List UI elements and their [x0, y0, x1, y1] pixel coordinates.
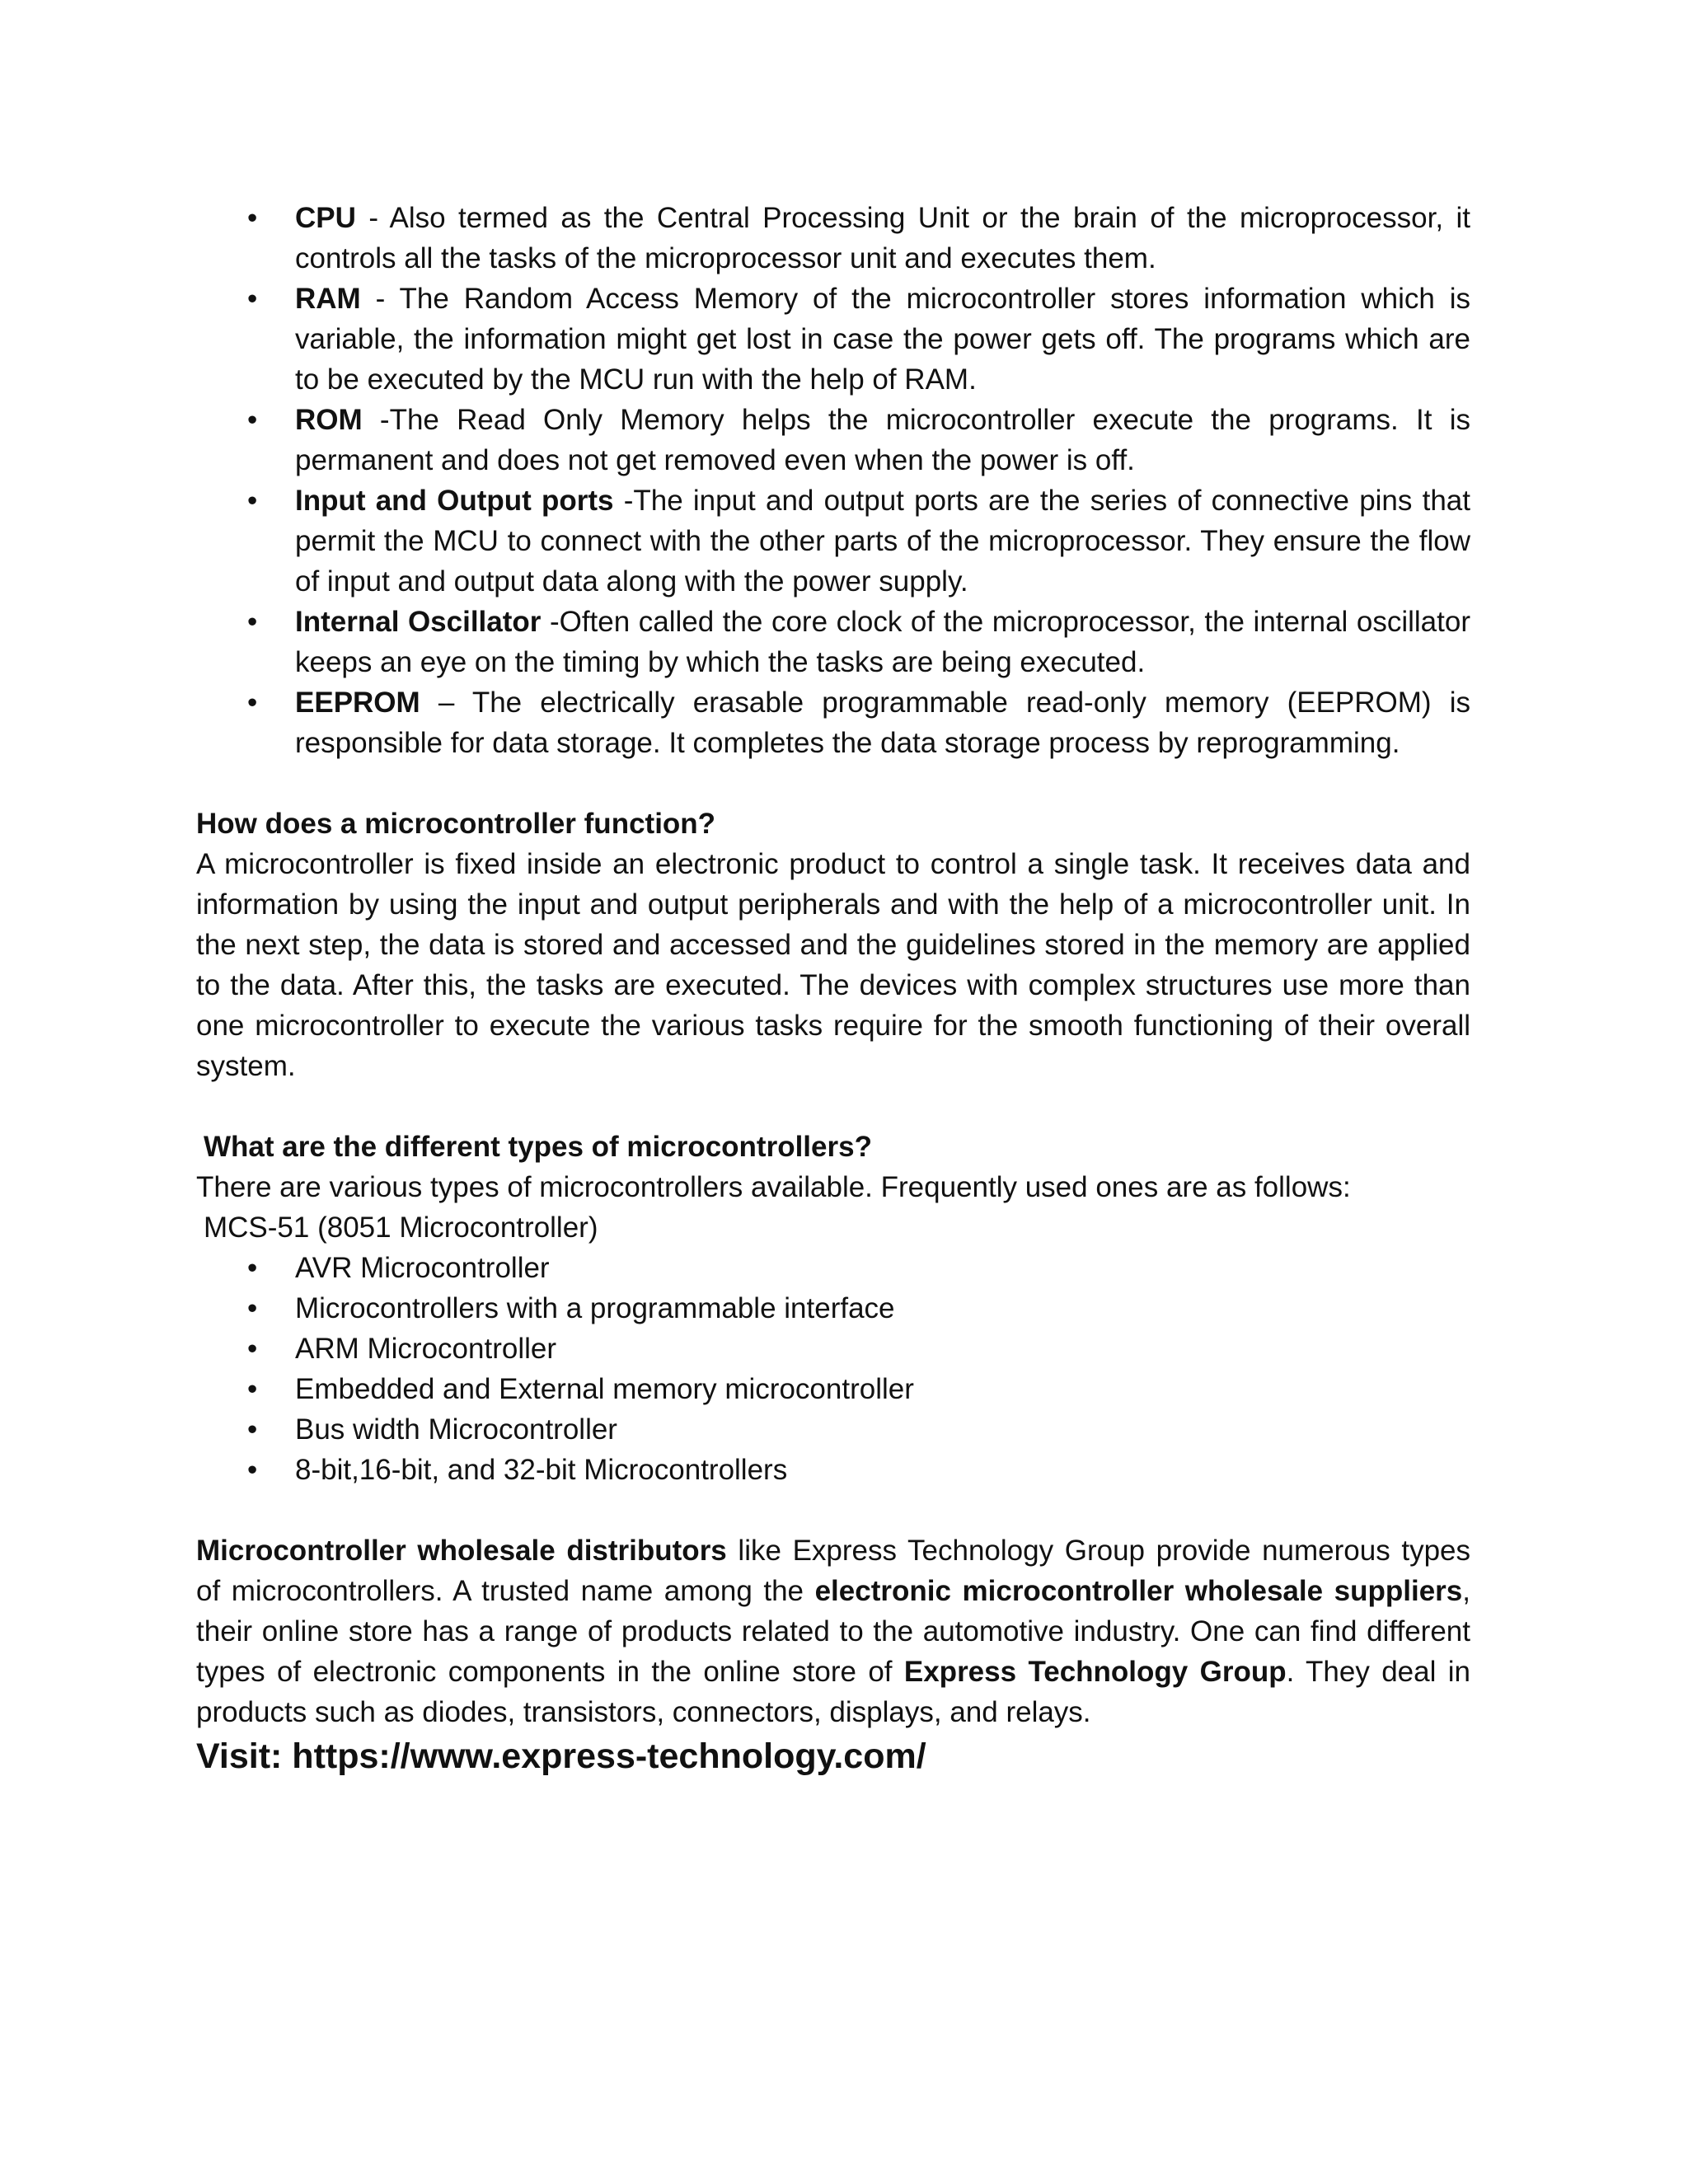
term-description: The input and output ports are the series of connective pins that permit the MCU to connect with the other parts of the microprocessor. They ensure the flow of input and output data along with the power supply.	[295, 485, 1470, 598]
list-item: • Internal Oscillator -Often called the core clock of the microprocessor, the internal oscillator keeps an eye on the timing by which the tasks are being executed.	[196, 602, 1470, 682]
list-item: • Bus width Microcontroller	[196, 1409, 1470, 1450]
visit-link[interactable]: Visit: https://www.express-technology.com/	[196, 1736, 926, 1776]
term-description: Also termed as the Central Processing Unit or the brain of the microprocessor, it controls all the tasks of the microprocessor unit and executes them.	[295, 202, 1470, 274]
list-item: • ROM -The Read Only Memory helps the microcontroller execute the programs. It is permanent and does not get removed even when the power is off.	[196, 400, 1470, 480]
types-first-item: MCS-51 (8051 Microcontroller)	[204, 1212, 598, 1244]
list-item: • CPU - Also termed as the Central Processing Unit or the brain of the microprocessor, it controls all the tasks of the microprocessor unit and executes them.	[196, 198, 1470, 279]
list-item: • Microcontrollers with a programmable interface	[196, 1288, 1470, 1329]
term-description: The electrically erasable programmable read-only memory (EEPROM) is responsible for data storage. It completes the data storage process by reprogramming.	[295, 687, 1471, 759]
types-list	[196, 1248, 1470, 1490]
document-page	[196, 198, 1470, 1780]
term-label: CPU	[295, 202, 356, 234]
list-item: • EEPROM – The electrically erasable programmable read-only memory (EEPROM) is responsible for data storage. It completes the data storage process by reprogramming.	[196, 682, 1470, 763]
term-label: EEPROM	[295, 687, 420, 719]
types-heading: What are the different types of microcontrollers?	[204, 1131, 872, 1163]
components-list	[196, 198, 1470, 763]
term-description: The Read Only Memory helps the microcontroller execute the programs. It is permanent and does not get removed even when the power is off.	[295, 404, 1470, 476]
list-item: • 8-bit,16-bit, and 32-bit Microcontrollers	[196, 1450, 1470, 1490]
list-item: • AVR Microcontroller	[196, 1248, 1470, 1288]
term-description: Often called the core clock of the microprocessor, the internal oscillator keeps an eye on the timing by which the tasks are being executed.	[295, 606, 1470, 678]
term-label: ROM	[295, 404, 363, 436]
suppliers-term: electronic microcontroller wholesale suppliers	[814, 1575, 1463, 1607]
list-item: • RAM - The Random Access Memory of the microcontroller stores information which is variable, the information might get lost in case the power gets off. The programs which are to be executed by the MCU run with the help of RAM.	[196, 279, 1470, 400]
term-description: The Random Access Memory of the microcontroller stores information which is variable, the information might get lost in case the power gets off. The programs which are to be executed by the MCU run with the help of RAM.	[295, 283, 1470, 396]
term-label: RAM	[295, 283, 361, 315]
closing-paragraph: Microcontroller wholesale distributors like Express Technology Group provide numerous types of microcontrollers. A trusted name among the electronic microcontroller wholesale suppliers, their online store has a range of products related to the automotive industry. One can find different types of electronic components in the online store of Express Technology Group. They deal in products such as diodes, transistors, connectors, displays, and relays.	[196, 1535, 1470, 1728]
function-paragraph: A microcontroller is fixed inside an electronic product to control a single task. It receives data and information by using the input and output peripherals and with the help of a microcontroller unit. In the next step, the data is stored and accessed and the guidelines stored in the memory are applied to the data. After this, the tasks are executed. The devices with complex structures use more than one microcontroller to execute the various tasks require for the smooth functioning of their overall system.	[196, 848, 1470, 1082]
term-label: Input and Output ports	[295, 485, 614, 517]
company-name: Express Technology Group	[903, 1656, 1287, 1688]
term-label: Internal Oscillator	[295, 606, 542, 638]
types-intro: There are various types of microcontrollers available. Frequently used ones are as follows:	[196, 1171, 1351, 1203]
list-item: • Embedded and External memory microcontroller	[196, 1369, 1470, 1409]
list-item: • Input and Output ports -The input and output ports are the series of connective pins that permit the MCU to connect with the other parts of the microprocessor. They ensure the flow of input and output data along with the power supply.	[196, 480, 1470, 602]
list-item: • ARM Microcontroller	[196, 1329, 1470, 1369]
distributors-term: Microcontroller wholesale distributors	[196, 1535, 727, 1567]
function-heading: How does a microcontroller function?	[196, 808, 716, 840]
